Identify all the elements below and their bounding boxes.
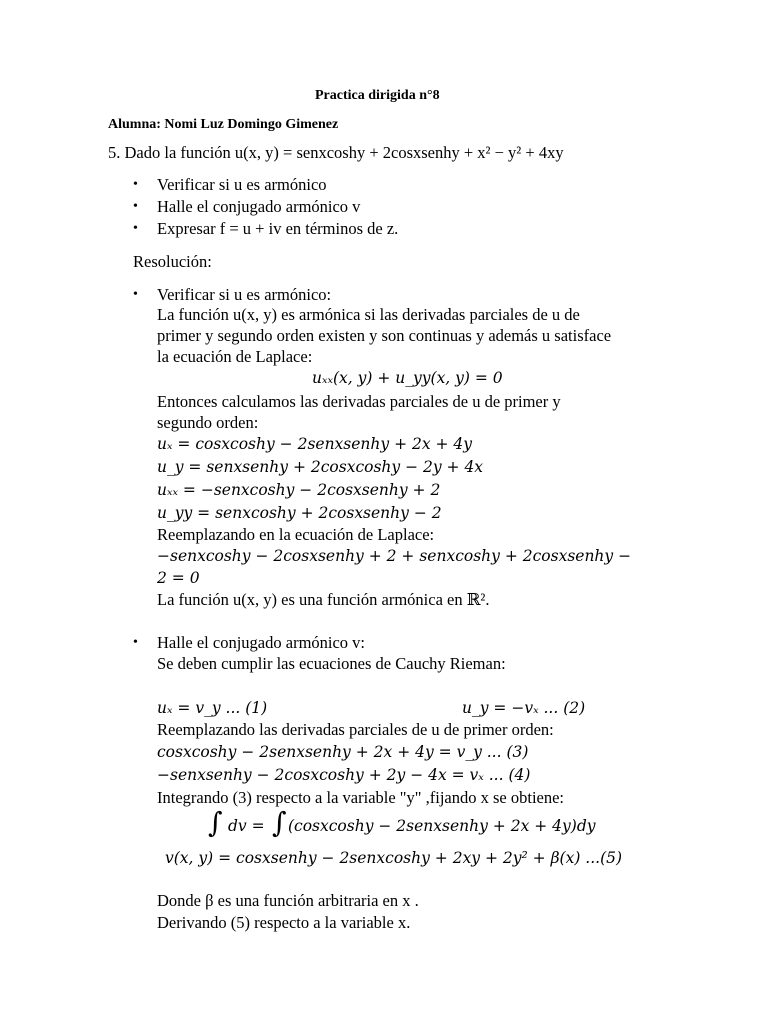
derivative-uyy: u_yy = senxcoshy + 2cosxsenhy − 2 — [157, 504, 442, 522]
integral-sign-icon: ∫ — [208, 806, 223, 839]
closing-line: Donde β es una función arbitraria en x . — [157, 891, 419, 910]
problem-statement: 5. Dado la función u(x, y) = senxcoshy + 2cosxsenhy + x² − y² + 4xy — [108, 143, 564, 162]
task-item: Halle el conjugado armónico v — [157, 197, 361, 216]
bullet-icon: • — [133, 177, 138, 192]
task-item: Expresar f = u + iv en términos de z. — [157, 219, 399, 238]
part1-line: primer y segundo orden existen y son continuas y además u satisface — [157, 326, 612, 345]
derivative-ux: uₓ = cosxcoshy − 2senxsenhy + 2x + 4y — [157, 435, 473, 453]
laplace-result: 2 = 0 — [157, 569, 200, 587]
laplace-substitution: −senxcoshy − 2cosxsenhy + 2 + senxcoshy + 2cosxsenhy − — [157, 547, 632, 565]
part1-line: Reemplazando en la ecuación de Laplace: — [157, 525, 435, 544]
bullet-icon: • — [133, 199, 138, 214]
part1-conclusion: La función u(x, y) es una función armónica en ℝ². — [157, 590, 490, 609]
part2-line: Reemplazando las derivadas parciales de u de primer orden: — [157, 720, 554, 739]
resolution-heading: Resolución: — [133, 252, 212, 271]
author-line: Alumna: Nomi Luz Domingo Gimenez — [108, 117, 339, 132]
part2-line: Integrando (3) respecto a la variable "y" ,fijando x se obtiene: — [157, 788, 565, 807]
task-item: Verificar si u es armónico — [157, 175, 327, 194]
bullet-icon: • — [133, 287, 138, 302]
integral-lhs: dv = — [228, 817, 265, 835]
bullet-icon: • — [133, 221, 138, 236]
bullet-icon: • — [133, 635, 138, 650]
closing-line: Derivando (5) respecto a la variable x. — [157, 913, 411, 932]
equation-4: −senxsenhy − 2cosxcoshy + 2y − 4x = vₓ ... (4) — [157, 766, 531, 784]
integral-sign-icon: ∫ — [272, 806, 287, 839]
part1-line: la ecuación de Laplace: — [157, 347, 313, 366]
derivative-uy: u_y = senxsenhy + 2cosxcoshy − 2y + 4x — [157, 458, 484, 476]
equation-2: u_y = −vₓ ... (2) — [462, 699, 586, 717]
laplace-equation: uₓₓ(x, y) + u_yy(x, y) = 0 — [312, 369, 503, 387]
v-result: v(x, y) = cosxsenhy − 2senxcoshy + 2xy + 2y² + β(x) ...(5) — [165, 849, 623, 867]
part1-line: segundo orden: — [157, 413, 259, 432]
equation-3: cosxcoshy − 2senxsenhy + 2x + 4y = v_y ... (3) — [157, 743, 529, 761]
part2-heading: Halle el conjugado armónico v: — [157, 633, 366, 652]
part1-line: Entonces calculamos las derivadas parciales de u de primer y — [157, 392, 561, 411]
derivative-uxx: uₓₓ = −senxcoshy − 2cosxsenhy + 2 — [157, 481, 441, 499]
cauchy-riemann-intro: Se deben cumplir las ecuaciones de Cauchy Rieman: — [157, 654, 506, 673]
page-title: Practica dirigida n°8 — [315, 88, 440, 103]
part1-line: La función u(x, y) es armónica si las derivadas parciales de u de — [157, 305, 580, 324]
equation-1: uₓ = v_y ... (1) — [157, 699, 268, 717]
integral-rhs: (cosxcoshy − 2senxsenhy + 2x + 4y)dy — [288, 817, 596, 835]
part1-heading: Verificar si u es armónico: — [157, 285, 332, 304]
